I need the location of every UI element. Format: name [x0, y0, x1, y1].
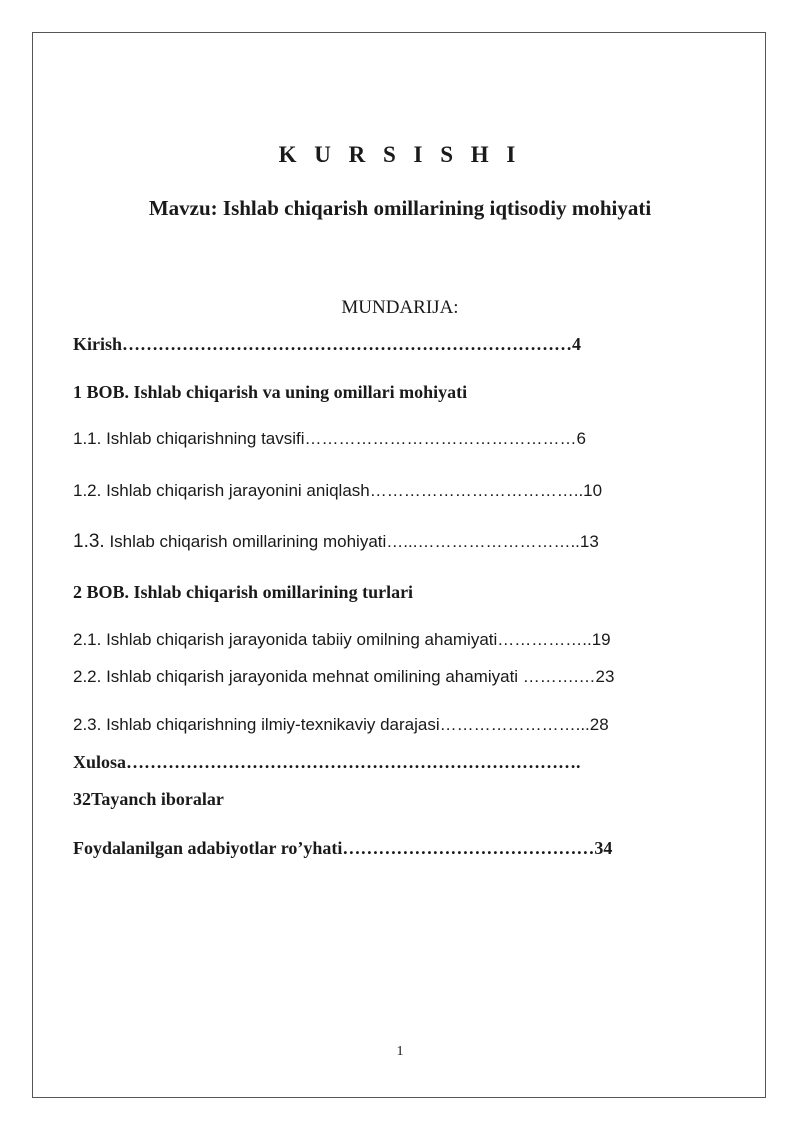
page-number: 1: [396, 1044, 404, 1059]
toc-chapter-1: 1 BOB. Ishlab chiqarish va uning omillari mohiyati: [73, 382, 468, 402]
toc-heading: MUNDARIJA:: [341, 297, 459, 318]
toc-entry-1-1: 1.1. Ishlab chiqarishning tavsifi…………………………………………6: [73, 429, 586, 448]
toc-entry-1-3: [73, 531, 599, 553]
toc-entry-kirish: Kirish…………………………………………………………………4: [73, 334, 582, 354]
toc-chapter-2: 2 BOB. Ishlab chiqarish omillarining turlari: [73, 582, 414, 602]
toc-entry-1-2: 1.2. Ishlab chiqarish jarayonini aniqlash………………………………..10: [73, 481, 603, 500]
toc-entry-2-3: 2.3. Ishlab chiqarishning ilmiy-texnikaviy darajasi……………………...28: [73, 715, 609, 734]
document-title: K U R S I S H I: [278, 142, 522, 167]
toc-entry-xulosa: Xulosa………………………………………………………………….: [73, 752, 581, 772]
toc-entry-adabiyotlar: Foydalanilgan adabiyotlar ro’yhati……………………………………34: [73, 838, 613, 858]
toc-entry-1-3-number: 1.3.: [73, 531, 105, 552]
toc-entry-1-3-text: Ishlab chiqarish omillarining mohiyati…...………………………..13: [109, 532, 599, 551]
toc-entry-tayanch-iboralar: 32Tayanch iboralar: [73, 789, 224, 809]
toc-entry-2-2: 2.2. Ishlab chiqarish jarayonida mehnat omilining ahamiyati ……….…23: [73, 667, 615, 686]
page-border: [32, 32, 766, 1098]
document-topic: Mavzu: Ishlab chiqarish omillarining iqtisodiy mohiyati: [148, 196, 652, 220]
toc-entry-2-1: 2.1. Ishlab chiqarish jarayonida tabiiy omilning ahamiyati……………..19: [73, 630, 611, 649]
